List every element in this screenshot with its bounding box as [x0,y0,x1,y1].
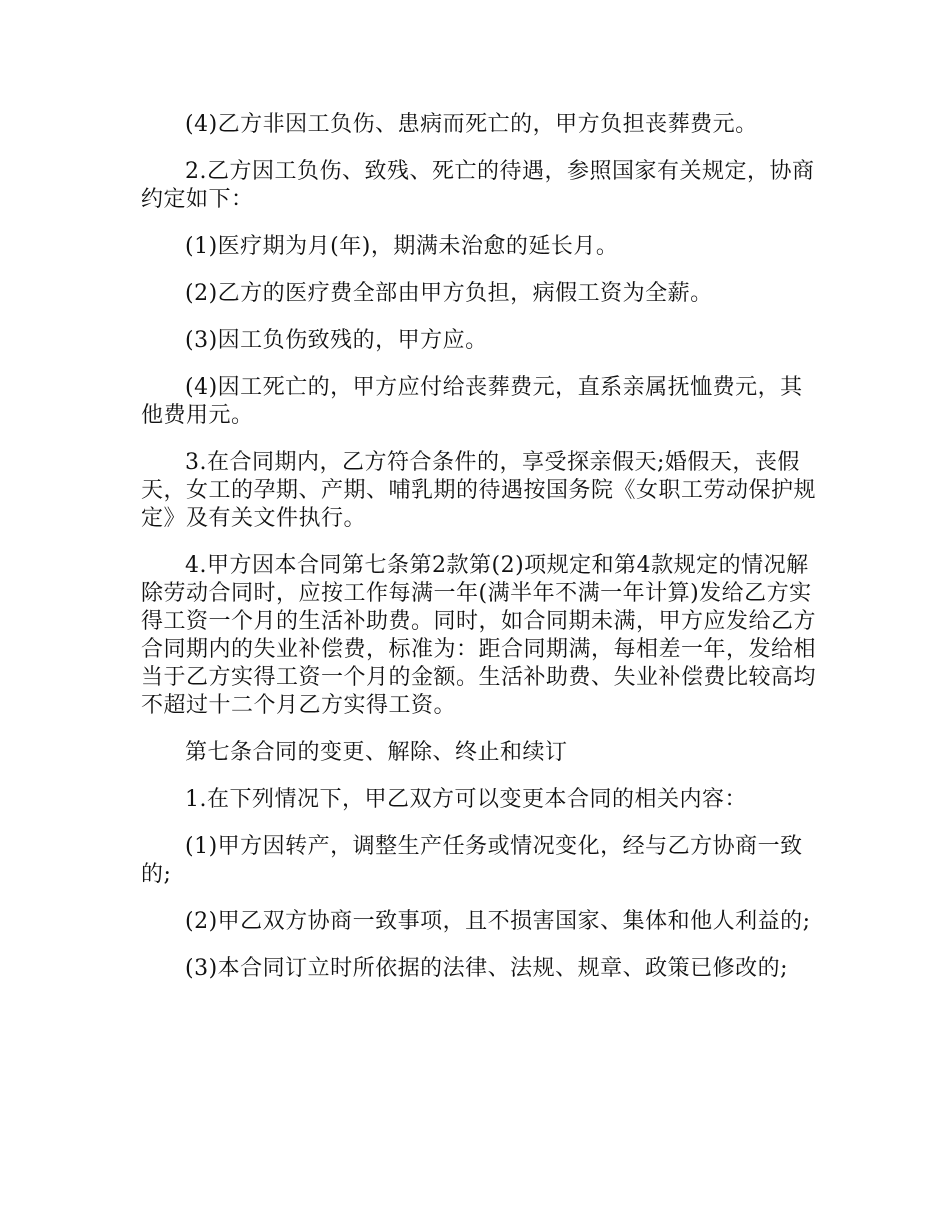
paragraph-leave: 3.在合同期内，乙方符合条件的，享受探亲假天;婚假天，丧假天，女工的孕期、产期、哺乳期的待遇按国务院《女职工劳动保护规定》及有关文件执行。 [141,450,817,531]
paragraph-medical-cost: (2)乙方的医疗费全部由甲方负担，病假工资为全薪。 [185,281,713,306]
paragraph-change-item-2: (2)甲乙双方协商一致事项，且不损害国家、集体和他人利益的; [185,909,811,934]
paragraph-change-item-3: (3)本合同订立时所依据的法律、法规、规章、政策已修改的; [185,956,789,981]
paragraph-change-conditions: 1.在下列情况下，甲乙双方可以变更本合同的相关内容： [185,787,747,812]
section-heading-article-7: 第七条合同的变更、解除、终止和续订 [185,740,568,765]
document-body [141,111,821,1002]
paragraph-work-injury-treatment: 2.乙方因工负伤、致残、死亡的待遇，参照国家有关规定，协商约定如下： [141,159,815,212]
paragraph-termination-compensation: 4.甲方因本合同第七条第2款第(2)项规定和第4款规定的情况解除劳动合同时，应按工作每满一年(满半年不满一年计算)发给乙方实得工资一个月的生活补助费。同时，如合同期未满，甲方应发给乙方合同期内的失业补偿费，标准为：距合同期满，每相差一年，发给相当于乙方实得工资一个月的金额。生活补助费、失业补偿费比较高均不超过十二个月乙方实得工资。 [141,553,817,718]
paragraph-medical-period: (1)医疗期为月(年)，期满未治愈的延长月。 [185,234,619,259]
paragraph-death-nonwork: (4)乙方非因工负伤、患病而死亡的，甲方负担丧葬费元。 [185,112,758,137]
paragraph-work-death: (4)因工死亡的，甲方应付给丧葬费元，直系亲属抚恤费元，其他费用元。 [141,375,803,428]
paragraph-change-item-1: (1)甲方因转产，调整生产任务或情况变化，经与乙方协商一致的; [141,834,803,887]
paragraph-disability: (3)因工负伤致残的，甲方应。 [185,328,488,353]
